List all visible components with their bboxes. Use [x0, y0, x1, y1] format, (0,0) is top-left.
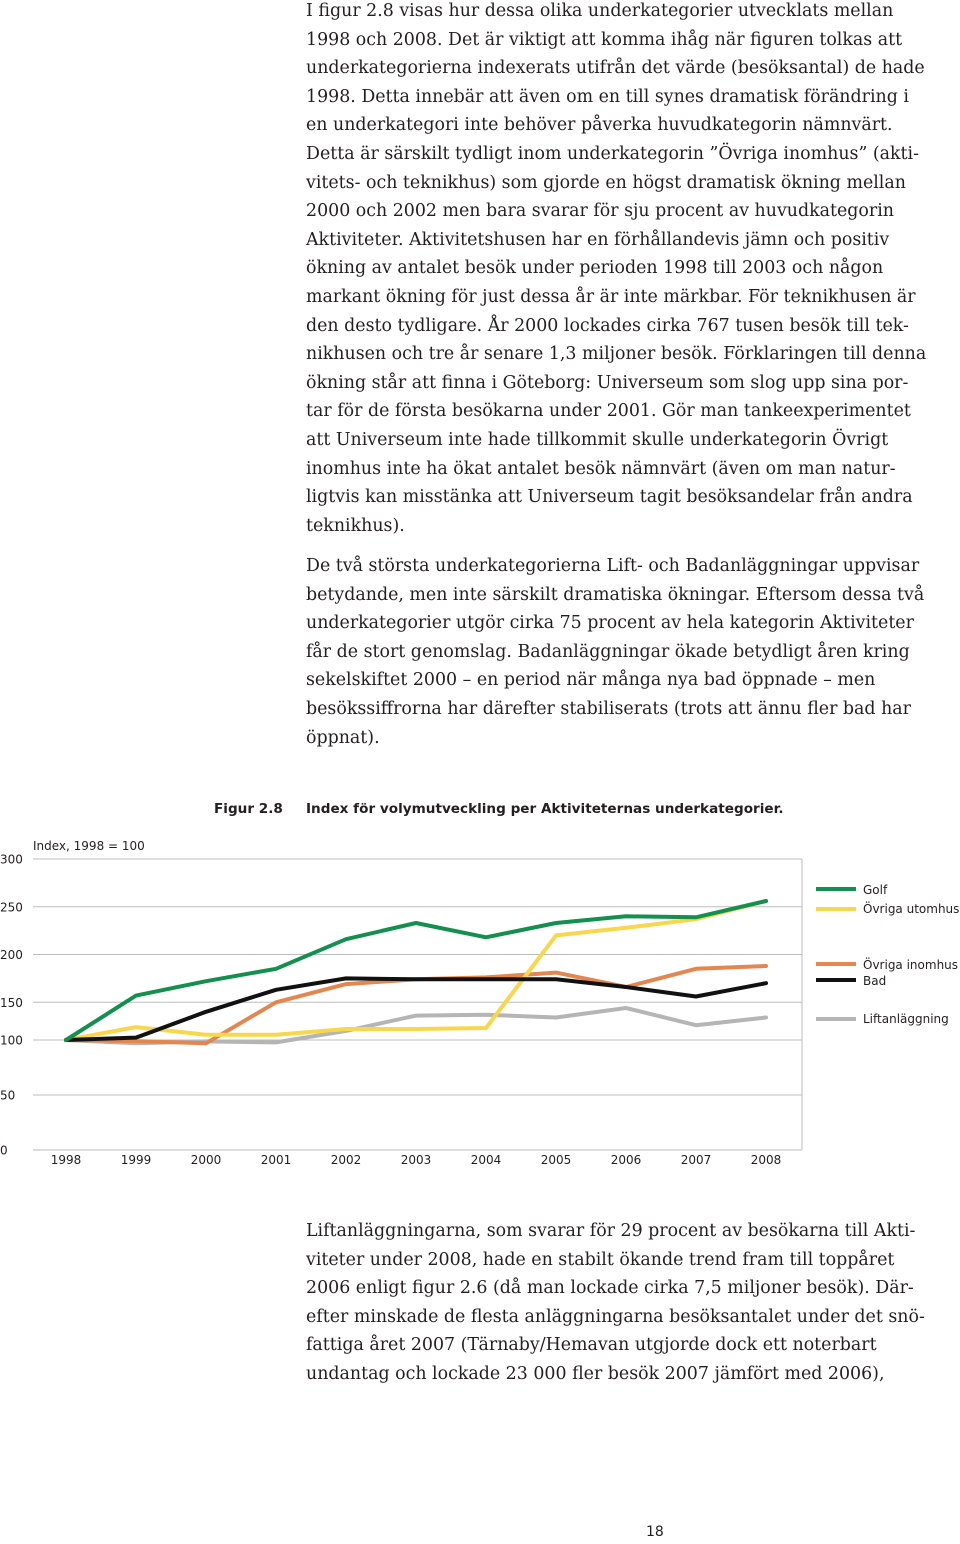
legend-label: Bad — [863, 974, 887, 988]
text-line: nikhusen och tre år senare 1,3 miljoner besök. Förklaringen till denna — [306, 344, 927, 365]
text-line: betydande, men inte särskilt dramatiska ökningar. Eftersom dessa två — [306, 584, 925, 605]
x-tick-label: 2002 — [330, 1153, 362, 1167]
text-line: De två största underkategorierna Lift- och Badanläggningar uppvisar — [306, 556, 920, 576]
text-line: Liftanläggningarna, som svarar för 29 procent av besökarna till Akti- — [306, 1221, 916, 1241]
text-line: underkategorierna indexerats utifrån det värde (besöksantal) de hade — [306, 58, 925, 79]
chart-grid — [33, 859, 802, 1150]
y-tick-label: 100 — [0, 1033, 23, 1048]
paragraph-text — [306, 552, 960, 752]
text-line: fattiga året 2007 (Tärnaby/Hemavan utgjorde dock ett noterbart — [306, 1335, 877, 1356]
text-line: en underkategori inte behöver påverka huvudkategorin nämnvärt. — [306, 115, 893, 136]
text-line: den desto tydligare. År 2000 lockades cirka 767 tusen besök till tek- — [306, 315, 909, 336]
x-tick-label: 2006 — [610, 1153, 642, 1167]
text-line: I figur 2.8 visas hur dessa olika underkategorier utvecklats mellan — [306, 1, 894, 21]
text-line: 1998. Detta innebär att även om en till synes dramatisk förändring i — [306, 86, 909, 107]
y-tick-label: 300 — [0, 852, 23, 867]
x-tick-label: 2000 — [190, 1153, 222, 1167]
legend-label: Liftanläggning — [863, 1012, 949, 1026]
text-line: Aktiviteter. Aktivitetshusen har en förhållandevis jämn och positiv — [306, 229, 890, 250]
text-line: tar för de första besökarna under 2001. Gör man tankeexperimentet — [306, 401, 911, 422]
text-line: sekelskiftet 2000 – en period när många nya bad öppnade – men — [306, 670, 876, 691]
text-line: ökning av antalet besök under perioden 1998 till 2003 och någon — [306, 258, 884, 279]
series-lines — [66, 901, 766, 1043]
x-tick-label: 1998 — [50, 1153, 82, 1167]
x-tick-label: 2007 — [680, 1153, 712, 1167]
y-axis-label: Index, 1998 = 100 — [33, 839, 145, 853]
y-tick-labels — [0, 853, 23, 1158]
text-line: 1998 och 2008. Det är viktigt att komma ihåg när figuren tolkas att — [306, 29, 903, 50]
text-line: ligtvis kan misstänka att Universeum tagit besöksandelar från andra — [306, 487, 913, 508]
y-tick-label: 150 — [0, 995, 23, 1010]
figure-title: Index för volymutveckling per Aktiviteternas underkategorier. — [306, 801, 784, 817]
text-line: undantag och lockade 23 000 fler besök 2007 jämfört med 2006), — [306, 1363, 885, 1384]
text-line: Detta är särskilt tydligt inom underkategorin ”Övriga inomhus” (akti- — [306, 143, 919, 164]
paragraph-text — [306, 1217, 960, 1389]
x-tick-label: 2001 — [260, 1153, 292, 1167]
text-line: viteter under 2008, hade en stabilt ökande trend fram till toppåret — [306, 1249, 895, 1270]
text-line: inomhus inte ha ökat antalet besök nämnvärt (även om man natur- — [306, 458, 896, 479]
figure-label: Figur 2.8 — [214, 801, 283, 817]
text-line: 2000 och 2002 men bara svarar för sju procent av huvudkategorin — [306, 201, 894, 222]
y-tick-label: 50 — [0, 1088, 16, 1103]
chart-legend — [816, 883, 959, 1026]
x-tick-labels — [51, 1153, 782, 1167]
legend-label: Övriga inomhus — [863, 958, 959, 972]
text-line: får de stort genomslag. Badanläggningar ökade betydligt åren kring — [306, 641, 910, 662]
paragraph-1 — [306, 0, 960, 540]
legend-label: Övriga utomhus — [863, 902, 960, 916]
text-line: underkategorier utgör cirka 75 procent av hela kategorin Aktiviteter — [306, 613, 914, 634]
text-line: att Universeum inte hade tillkommit skulle underkategorin Övrigt — [306, 429, 889, 450]
text-line: besökssiffrorna har därefter stabiliserats (trots att ännu fler bad har — [306, 698, 911, 719]
legend-label: Golf — [863, 883, 888, 897]
x-tick-label: 1999 — [120, 1153, 152, 1167]
text-line: markant ökning för just dessa år är inte märkbar. För teknikhusen är — [306, 286, 916, 307]
x-tick-label: 2003 — [400, 1153, 432, 1167]
x-tick-label: 2005 — [540, 1153, 572, 1167]
x-tick-label: 2008 — [750, 1153, 782, 1167]
y-tick-label: 250 — [0, 900, 23, 915]
text-line: öppnat). — [306, 727, 380, 748]
x-tick-label: 2004 — [470, 1153, 502, 1167]
text-line: ökning står att finna i Göteborg: Universeum som slog upp sina por- — [306, 372, 909, 393]
text-line: efter minskade de flesta anläggningarna besöksantalet under det snö- — [306, 1306, 925, 1327]
paragraph-3 — [306, 1217, 960, 1389]
paragraph-text — [306, 0, 960, 540]
paragraph-2 — [306, 552, 960, 752]
y-tick-label: 0 — [0, 1143, 8, 1158]
line-chart — [0, 830, 960, 1170]
y-tick-label: 200 — [0, 948, 23, 962]
page-number: 18 — [646, 1524, 664, 1540]
text-line: 2006 enligt figur 2.6 (då man lockade cirka 7,5 miljoner besök). Där- — [306, 1278, 914, 1299]
text-line: vitets- och teknikhus) som gjorde en högst dramatisk ökning mellan — [306, 172, 906, 193]
text-line: teknikhus). — [306, 515, 405, 536]
